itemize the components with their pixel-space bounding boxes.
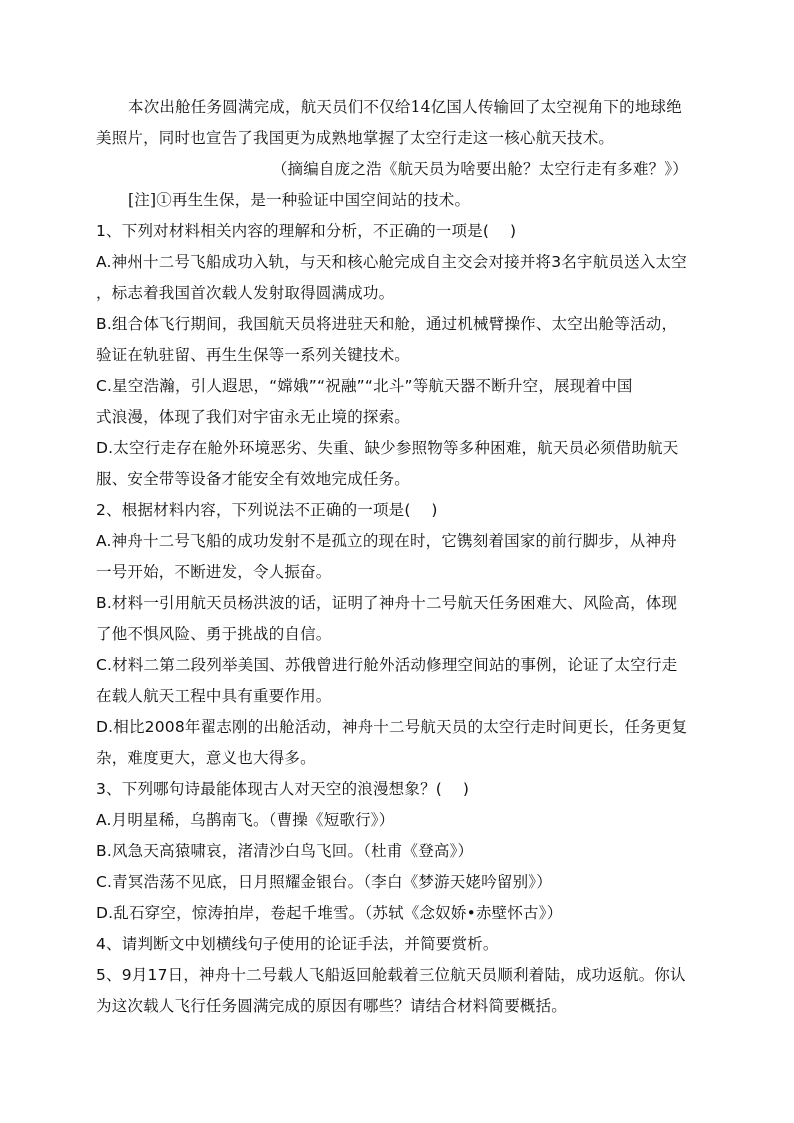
question-1-option-a-line-2: ，标志着我国首次载人发射取得圆满成功。	[96, 284, 395, 302]
intro-line-1: 本次出舱任务圆满完成，航天员们不仅给14亿国人传输回了太空视角下的地球绝	[128, 98, 682, 116]
question-2-option-d-line-2: 杂，难度更大，意义也大得多。	[96, 749, 316, 767]
footnote: [注]①再生生保，是一种验证中国空间站的技术。	[128, 191, 471, 209]
intro-line-2: 美照片，同时也宣告了我国更为成熟地掌握了太空行走这一核心航天技术。	[96, 129, 615, 147]
question-2-option-d-line-1: D.相比2008年翟志刚的出舱活动，神舟十二号航天员的太空行走时间更长，任务更复	[96, 718, 688, 736]
question-3-option-a: A.月明星稀，乌鹊南飞。（曹操《短歌行》）	[96, 811, 395, 829]
question-1-option-c-line-2: 式浪漫，体现了我们对宇宙永无止境的探索。	[96, 408, 411, 426]
question-1-option-a-line-1: A.神州十二号飞船成功入轨，与天和核心舱完成自主交会对接并将3名宇航员送入太空	[96, 253, 687, 271]
question-2-option-b-line-1: B.材料一引用航天员杨洪波的话，证明了神舟十二号航天任务困难大、风险高，体现	[96, 594, 678, 612]
question-1-option-d-line-2: 服、安全带等设备才能安全有效地完成任务。	[96, 470, 411, 488]
question-1-stem: 1、下列对材料相关内容的理解和分析，不正确的一项是( )	[96, 222, 517, 240]
question-3-option-c: C.青冥浩荡不见底，日月照耀金银台。（李白《梦游天姥吟留别》）	[96, 873, 552, 891]
question-3-stem: 3、下列哪句诗最能体现古人对天空的浪漫想象？( )	[96, 780, 470, 798]
question-5-stem-line-2: 为这次载人飞行任务圆满完成的原因有哪些？请结合材料简要概括。	[96, 997, 568, 1015]
question-5-stem-line-1: 5、9月17日，神舟十二号载人飞船返回舱载着三位航天员顺利着陆，成功返航。你认	[96, 966, 686, 984]
question-1-option-d-line-1: D.太空行走存在舱外环境恶劣、失重、缺少参照物等多种困难，航天员必须借助航天	[96, 439, 679, 457]
question-2-option-c-line-1: C.材料二第二段列举美国、苏俄曾进行舱外活动修理空间站的事例，论证了太空行走	[96, 656, 678, 674]
source-citation: （摘编自庞之浩《航天员为啥要出舱？太空行走有多难？》）	[271, 160, 688, 178]
question-1-option-b-line-2: 验证在轨驻留、再生生保等一系列关键技术。	[96, 346, 411, 364]
question-2-option-a-line-2: 一号开始，不断进发，令人振奋。	[96, 563, 332, 581]
question-4-stem: 4、请判断文中划横线句子使用的论证手法，并简要赏析。	[96, 935, 499, 953]
question-2-option-c-line-2: 在载人航天工程中具有重要作用。	[96, 687, 332, 705]
question-3-option-b: B.风急天高猿啸哀，渚清沙白鸟飞回。（杜甫《登高》）	[96, 842, 474, 860]
question-3-option-d: D.乱石穿空，惊涛拍岸，卷起千堆雪。（苏轼《念奴娇•赤壁怀古》）	[96, 904, 563, 922]
question-2-option-b-line-2: 了他不惧风险、勇于挑战的自信。	[96, 625, 332, 643]
question-1-option-b-line-1: B.组合体飞行期间，我国航天员将进驻天和舱，通过机械臂操作、太空出舱等活动，	[96, 315, 678, 333]
question-1-option-c-line-1: C.星空浩瀚，引人遐思，“嫦娥”“祝融”“北斗”等航天器不断升空，展现着中国	[96, 377, 633, 395]
question-2-option-a-line-1: A.神舟十二号飞船的成功发射不是孤立的现在时，它镌刻着国家的前行脚步，从神舟	[96, 532, 677, 550]
question-2-stem: 2、根据材料内容，下列说法不正确的一项是( )	[96, 501, 438, 519]
